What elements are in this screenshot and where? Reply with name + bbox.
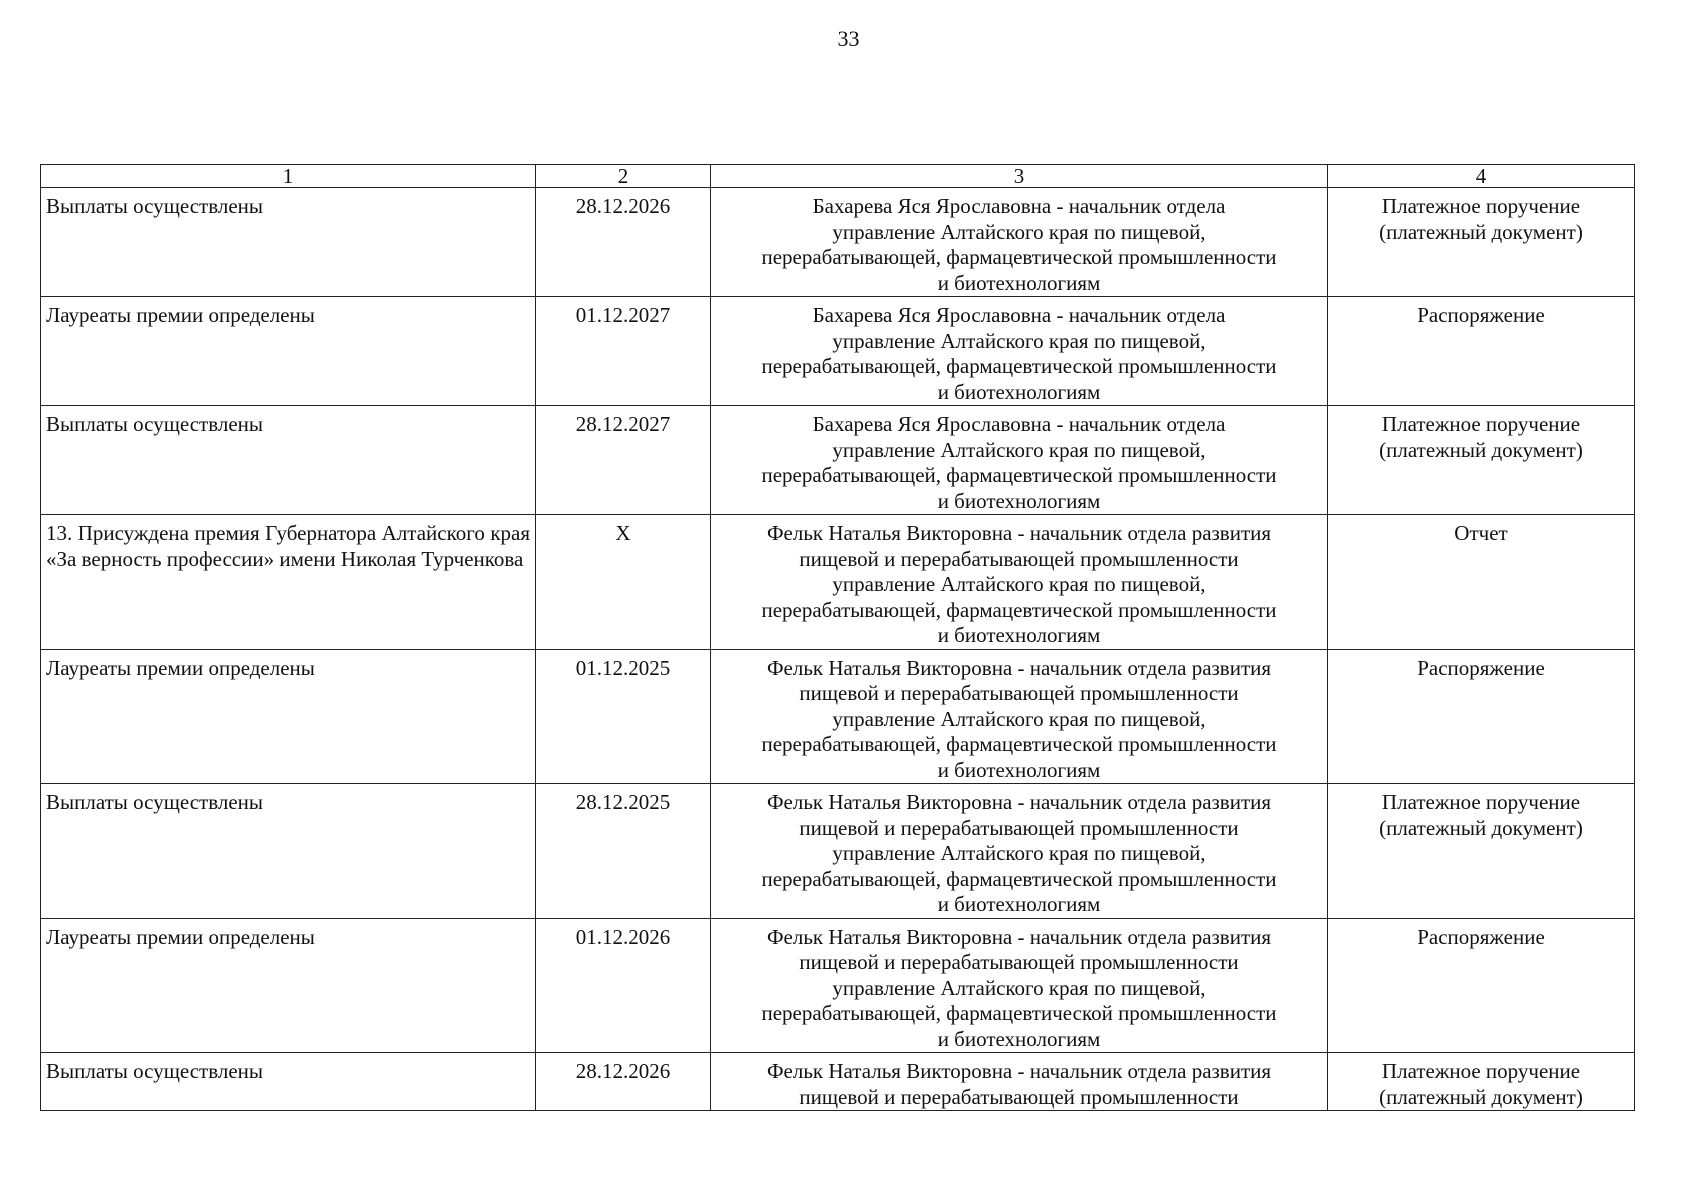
document-text: Распоряжение	[1417, 655, 1545, 680]
table-header-row	[41, 165, 1635, 188]
event-text: Выплаты осуществлены	[46, 412, 264, 436]
column-header-4: 4	[1328, 165, 1635, 188]
table-row	[41, 188, 1635, 297]
date-cell	[536, 649, 711, 784]
table-row	[41, 918, 1635, 1053]
responsible-text: Фельк Наталья Викторовна - начальник отдела развития пищевой и перерабатывающей промышленности	[766, 1059, 1272, 1109]
column-header-2: 2	[536, 165, 711, 188]
table-row	[41, 406, 1635, 515]
event-cell	[41, 297, 536, 406]
table-row	[41, 784, 1635, 919]
date-text: 01.12.2027	[575, 303, 671, 327]
document-text: Распоряжение	[1417, 303, 1545, 327]
date-cell	[536, 406, 711, 515]
event-text: Лауреаты премии определены	[46, 924, 315, 949]
event-cell	[41, 649, 536, 784]
document-cell	[1328, 918, 1635, 1053]
document-cell	[1328, 406, 1635, 515]
event-text: Лауреаты премии определены	[46, 303, 315, 327]
event-cell	[41, 515, 536, 650]
event-text: Лауреаты премии определены	[46, 655, 315, 680]
date-cell	[536, 918, 711, 1053]
table-row	[41, 515, 1635, 650]
document-text: Платежное поручение (платежный документ)	[1379, 1059, 1583, 1109]
document-cell	[1328, 1053, 1635, 1111]
date-text: 28.12.2026	[575, 194, 671, 218]
responsible-cell	[711, 188, 1328, 297]
plan-table	[40, 164, 1635, 1111]
column-header-1: 1	[41, 165, 536, 188]
responsible-cell	[711, 918, 1328, 1053]
responsible-text: Бахарева Яся Ярославовна - начальник отдела управление Алтайского края по пищевой, перерабатывающей, фармацевтической промышленности и биотехнологиям	[761, 194, 1277, 295]
document-cell	[1328, 784, 1635, 919]
date-cell	[536, 188, 711, 297]
event-cell	[41, 784, 536, 919]
document-text: Платежное поручение (платежный документ)	[1379, 790, 1583, 840]
responsible-cell	[711, 515, 1328, 650]
event-text: Выплаты осуществлены	[46, 790, 264, 814]
event-cell	[41, 1053, 536, 1111]
event-cell	[41, 406, 536, 515]
date-text: 28.12.2027	[575, 412, 671, 436]
document-cell	[1328, 188, 1635, 297]
date-text: 28.12.2025	[575, 790, 671, 814]
date-cell	[536, 1053, 711, 1111]
document-cell	[1328, 297, 1635, 406]
date-text: 01.12.2025	[575, 655, 671, 680]
document-text: Платежное поручение (платежный документ)	[1379, 194, 1583, 244]
page-number: 33	[837, 26, 860, 51]
column-header-3: 3	[711, 165, 1328, 188]
document-text: Распоряжение	[1417, 924, 1545, 949]
date-text: 28.12.2026	[575, 1059, 671, 1083]
responsible-cell	[711, 784, 1328, 919]
date-text: X	[615, 521, 631, 545]
responsible-cell	[711, 297, 1328, 406]
responsible-text: Фельк Наталья Викторовна - начальник отдела развития пищевой и перерабатывающей промышленности управление Алтайского края по пищевой, перерабатывающей, фармацевтической промышленности и биотехнологиям	[761, 521, 1277, 647]
date-text: 01.12.2026	[575, 924, 671, 949]
responsible-text: Фельк Наталья Викторовна - начальник отдела развития пищевой и перерабатывающей промышленности управление Алтайского края по пищевой, перерабатывающей, фармацевтической промышленности и биотехнологиям	[761, 924, 1277, 1051]
table-row	[41, 649, 1635, 784]
responsible-text: Бахарева Яся Ярославовна - начальник отдела управление Алтайского края по пищевой, перерабатывающей, фармацевтической промышленности и биотехнологиям	[761, 303, 1277, 404]
table-row	[41, 297, 1635, 406]
event-text: 13. Присуждена премия Губернатора Алтайского края «За верность профессии» имени Николая Турченкова	[46, 521, 530, 571]
event-text: Выплаты осуществлены	[46, 194, 264, 218]
event-cell	[41, 188, 536, 297]
responsible-text: Фельк Наталья Викторовна - начальник отдела развития пищевой и перерабатывающей промышленности управление Алтайского края по пищевой, перерабатывающей, фармацевтической промышленности и биотехнологиям	[761, 655, 1277, 782]
document-text: Платежное поручение (платежный документ)	[1379, 412, 1583, 462]
responsible-text: Бахарева Яся Ярославовна - начальник отдела управление Алтайского края по пищевой, перерабатывающей, фармацевтической промышленности и биотехнологиям	[761, 412, 1277, 513]
date-cell	[536, 515, 711, 650]
document-cell	[1328, 649, 1635, 784]
table-row	[41, 1053, 1635, 1111]
document-text: Отчет	[1454, 521, 1508, 545]
event-cell	[41, 918, 536, 1053]
document-cell	[1328, 515, 1635, 650]
responsible-cell	[711, 406, 1328, 515]
responsible-text: Фельк Наталья Викторовна - начальник отдела развития пищевой и перерабатывающей промышленности управление Алтайского края по пищевой, перерабатывающей, фармацевтической промышленности и биотехнологиям	[761, 790, 1277, 916]
responsible-cell	[711, 649, 1328, 784]
date-cell	[536, 297, 711, 406]
event-text: Выплаты осуществлены	[46, 1059, 264, 1083]
date-cell	[536, 784, 711, 919]
responsible-cell	[711, 1053, 1328, 1111]
